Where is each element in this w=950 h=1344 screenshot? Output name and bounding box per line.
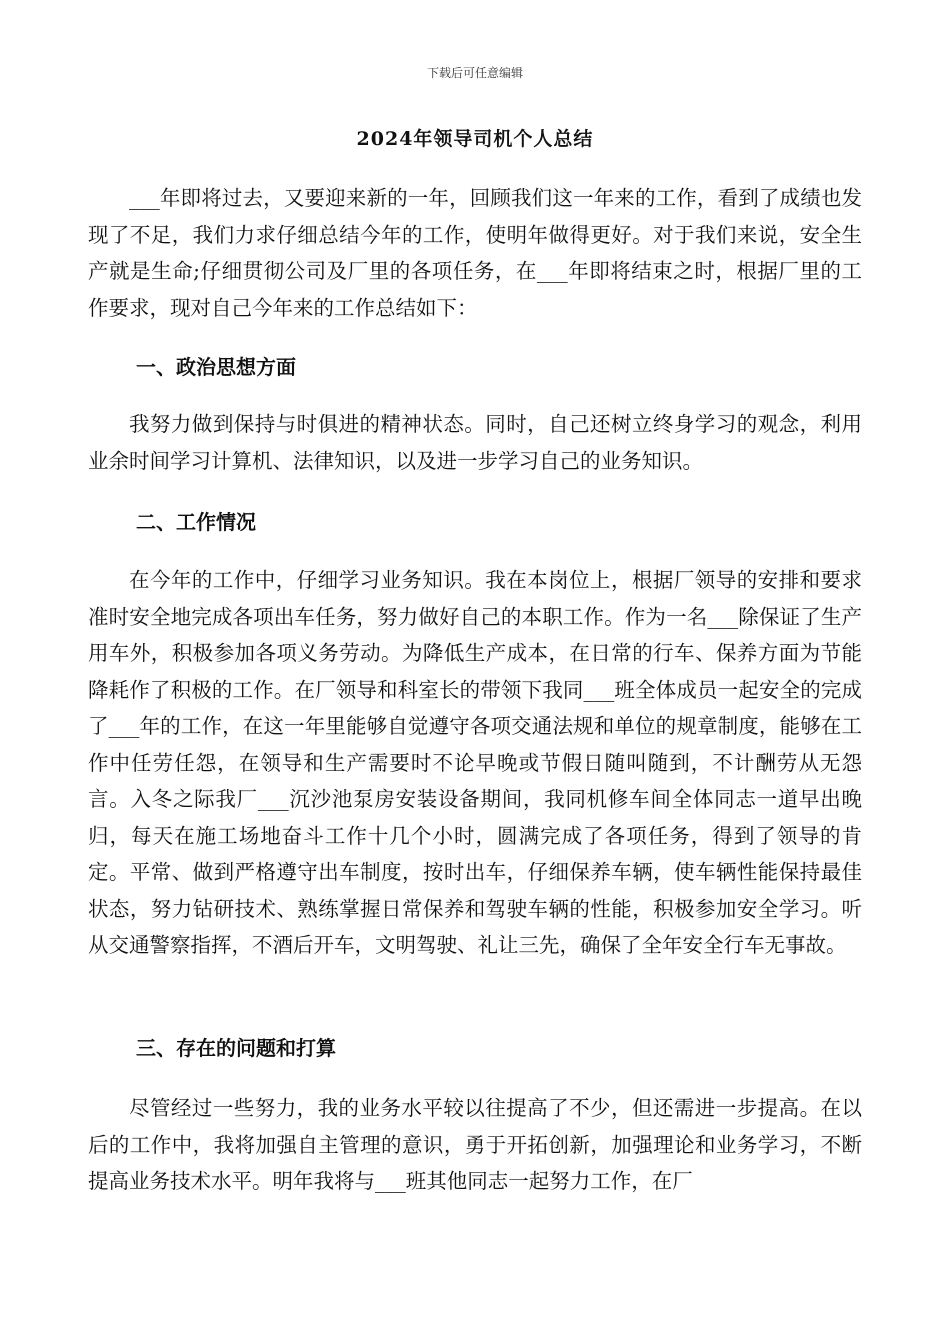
document-title: 2024年领导司机个人总结 xyxy=(356,128,594,150)
section-body-problems: 尽管经过一些努力，我的业务水平较以往提高了不少，但还需进一步提高。在以后的工作中，我将加强自主管理的意识，勇于开拓创新，加强理论和业务学习，不断提高业务技术水平。明年我将与___班其他同志一起努力工作，在厂 xyxy=(88,1096,862,1193)
header-note: 下载后可任意编辑 xyxy=(426,66,523,80)
section-heading-work: 二、工作情况 xyxy=(136,510,256,534)
section-heading-problems: 三、存在的问题和打算 xyxy=(136,1036,336,1060)
intro-paragraph: ___年即将过去，又要迎来新的一年，回顾我们这一年来的工作，看到了成绩也发现了不足，我们力求仔细总结今年的工作，使明年做得更好。对于我们来说，安全生产就是生命;仔细贯彻公司及厂里的各项任务，在___年即将结束之时，根据厂里的工作要求，现对自己今年来的工作总结如下： xyxy=(88,186,862,320)
section-body-work: 在今年的工作中，仔细学习业务知识。我在本岗位上，根据厂领导的安排和要求准时安全地完成各项出车任务，努力做好自己的本职工作。作为一名___除保证了生产用车外，积极参加各项义务劳动。为降低生产成本，在日常的行车、保养方面为节能降耗作了积极的工作。在厂领导和科室长的带领下我同___班全体成员一起安全的完成了___年的工作，在这一年里能够自觉遵守各项交通法规和单位的规章制度，能够在工作中任劳任怨，在领导和生产需要时不论早晚或节假日随叫随到，不计酬劳从无怨言。入冬之际我厂___沉沙池泵房安装设备期间，我同机修车间全体同志一道早出晚归，每天在施工场地奋斗工作十几个小时，圆满完成了各项任务，得到了领导的肯定。平常、做到严格遵守出车制度，按时出车，仔细保养车辆，使车辆性能保持最佳状态，努力钻研技术、熟练掌握日常保养和驾驶车辆的性能，积极参加安全学习。听从交通警察指挥，不酒后开车，文明驾驶、礼让三先，确保了全年安全行车无事故。 xyxy=(88,568,862,957)
section-heading-politics: 一、政治思想方面 xyxy=(136,355,296,379)
section-body-politics: 我努力做到保持与时俱进的精神状态。同时，自己还树立终身学习的观念，利用业余时间学习计算机、法律知识，以及进一步学习自己的业务知识。 xyxy=(88,412,862,473)
